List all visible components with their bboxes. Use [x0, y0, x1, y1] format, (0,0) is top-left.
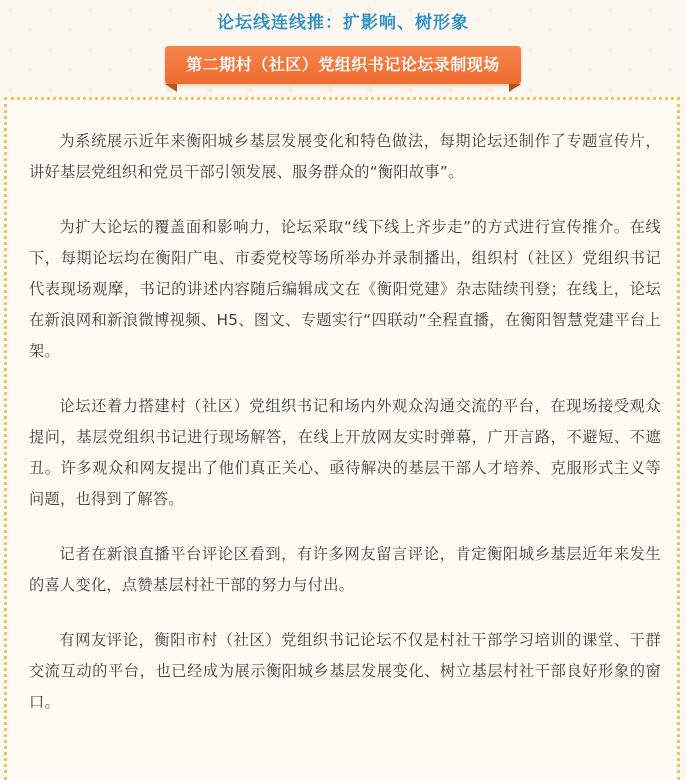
paragraph: 有网友评论，衡阳市村（社区）党组织书记论坛不仅是村社干部学习培训的课堂、干群交流互动的平台，也已经成为展示衡阳城乡基层发展变化、树立基层村社干部良好形象的窗口。	[29, 631, 661, 711]
section-headline: 论坛线连线推：扩影响、树形象	[217, 13, 469, 33]
paragraph: 为扩大论坛的覆盖面和影响力，论坛采取“线下线上齐步走”的方式进行宣传推介。在线下，每期论坛均在衡阳广电、市委党校等场所举办并录制播出，组织村（社区）党组织书记代表现场观摩，书记的讲述内容随后编辑成文在《衡阳党建》杂志陆续刊登；在线上，论坛在新浪网和新浪微博视频、H5、图文、专题实行“四联动”全程直播，在衡阳智慧党建平台上架。	[29, 218, 661, 360]
banner-fold-left	[165, 84, 177, 92]
banner-container	[0, 46, 686, 90]
banner-fold-right	[509, 84, 521, 92]
article-body	[29, 126, 661, 742]
section-banner: 第二期村（社区）党组织书记论坛录制现场	[165, 46, 521, 84]
paragraph: 记者在新浪直播平台评论区看到，有许多网友留言评论，肯定衡阳城乡基层近年来发生的喜人变化，点赞基层村社干部的努力与付出。	[29, 545, 661, 594]
paragraph: 论坛还着力搭建村（社区）党组织书记和场内外观众沟通交流的平台，在现场接受观众提问，基层党组织书记进行现场解答，在线上开放网友实时弹幕，广开言路，不避短、不遮丑。许多观众和网友提出了他们真正关心、亟待解决的基层干部人才培养、克服形式主义等问题，也得到了解答。	[29, 397, 661, 508]
paragraph: 为系统展示近年来衡阳城乡基层发展变化和特色做法，每期论坛还制作了专题宣传片，讲好基层党组织和党员干部引领发展、服务群众的“衡阳故事”。	[29, 132, 661, 181]
